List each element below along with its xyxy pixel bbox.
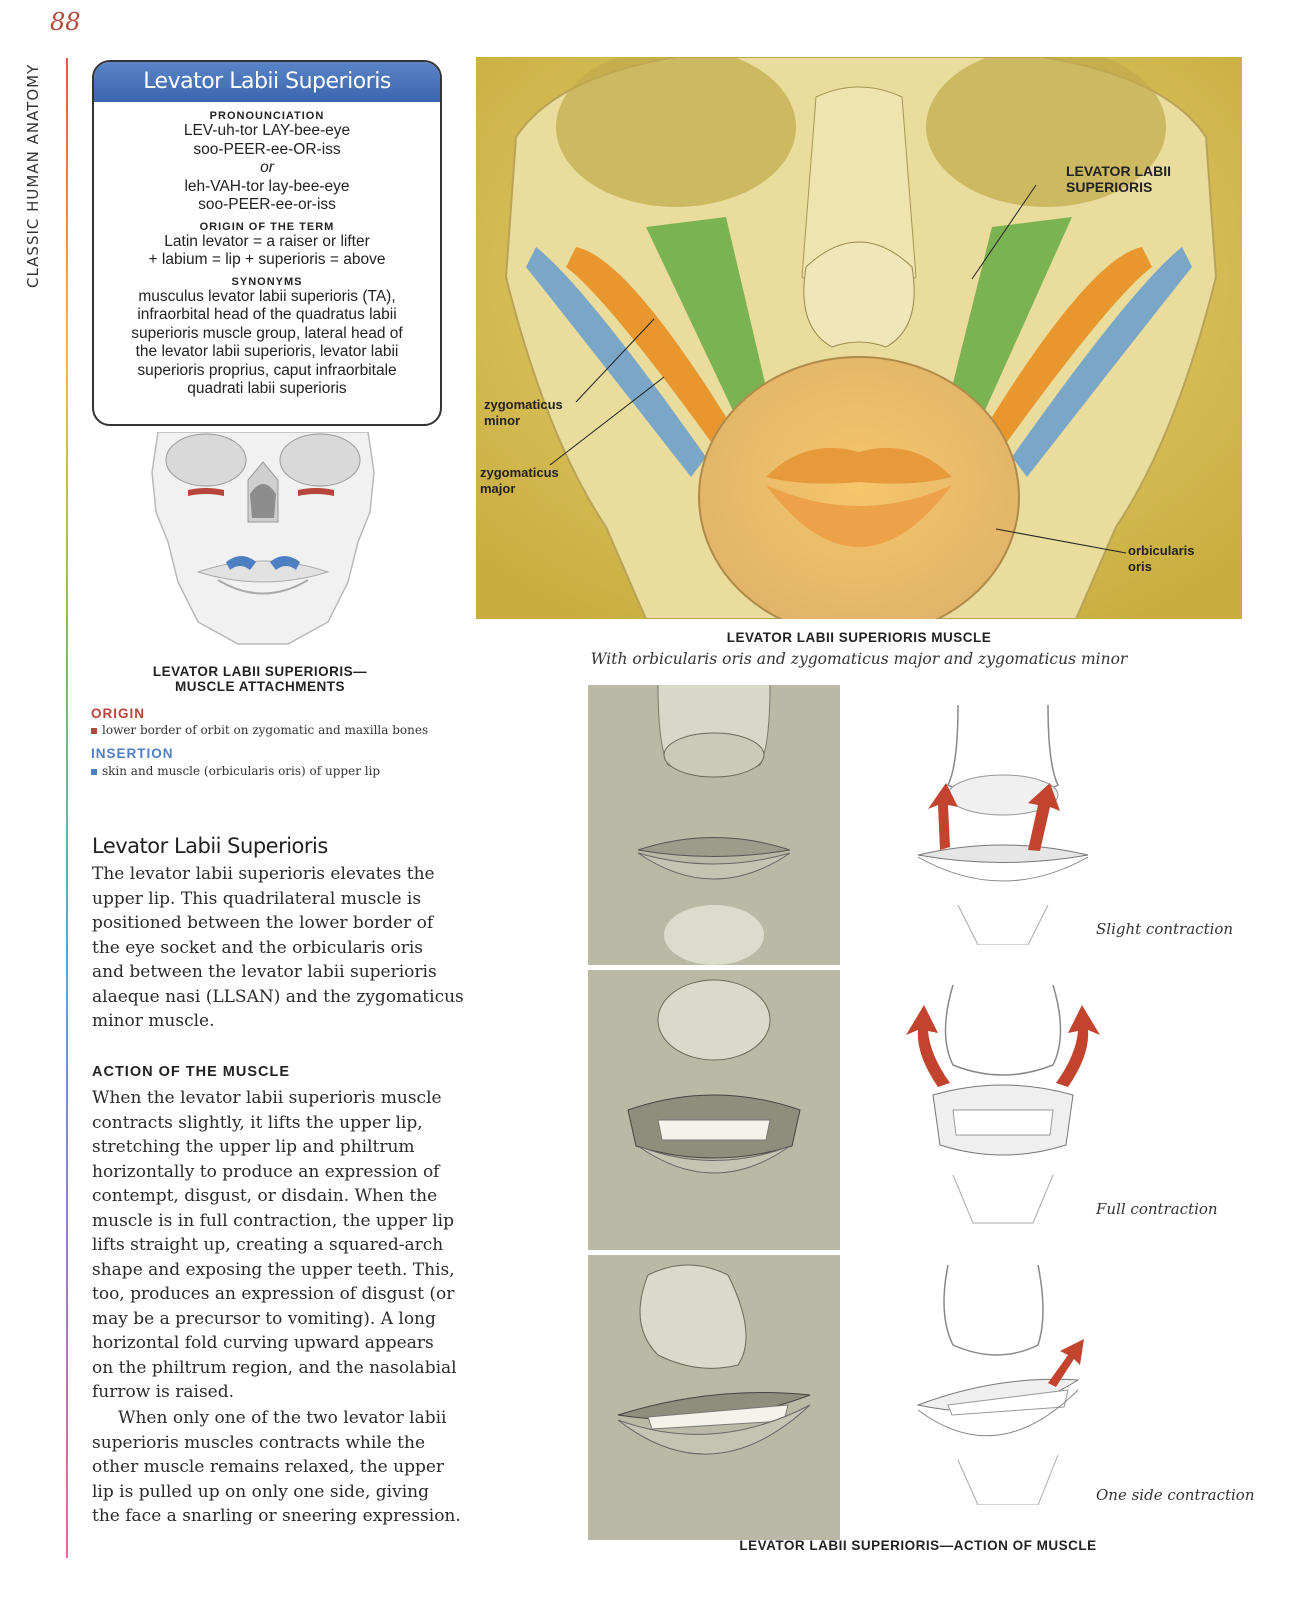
panel-one-side-sketch [908, 1255, 1108, 1505]
article-intro: The levator labii superioris elevates the upper lip. This quadrilateral muscle is positioned between the lower border of the eye socket and the orbicularis oris and between the levator labii superioris alaeque nasi (LLSAN) and the zygomaticus minor muscle. [92, 864, 464, 1031]
info-box [92, 60, 442, 426]
insertion-color-swatch [91, 769, 97, 775]
label-levator-labii-superioris: LEVATOR LABII SUPERIORIS [1066, 163, 1171, 195]
action-paragraph: When the levator labii superioris muscle contracts slightly, it lifts the upper lip, stretching the upper lip and philtrum horizontally to produce an expression of contempt, disgust, or disdain. When the muscle is in full contraction, the upper lip lifts straight up, creating a squared-arch shape and exposing the upper teeth. This, too, produces an expression of disgust (or may be a precursor to vomiting). A long horizontal fold curving upward appears on the philtrum region, and the nasolabial furrow is raised. [92, 1088, 457, 1402]
insertion-text: skin and muscle (orbicularis oris) of upper lip [91, 764, 471, 778]
attachments-caption: LEVATOR LABII SUPERIORIS— MUSCLE ATTACHMENTS [152, 664, 368, 694]
label-orbicularis-oris: orbicularis oris [1128, 543, 1195, 574]
synonyms-label: SYNONYMS [231, 275, 303, 288]
caption-slight-contraction: Slight contraction [1096, 920, 1234, 938]
origin-text: lower border of orbit on zygomatic and maxilla bones [91, 723, 471, 737]
panel-one-side-shaded [588, 1255, 840, 1540]
pronunciation-line: LEV-uh-tor LAY-bee-eye [183, 122, 351, 139]
info-box-body [94, 110, 440, 399]
pronunciation-or: or [260, 159, 274, 176]
origin-term-line: Latin levator = a raiser or lifter [164, 232, 370, 250]
face-muscle-illustration [476, 57, 1242, 619]
panel-slight-sketch [898, 695, 1108, 945]
pronunciation-line: soo-PEER-ee-or-iss [198, 196, 336, 213]
page-number: 88 [50, 8, 81, 36]
running-head: CLASSIC HUMAN ANATOMY [24, 63, 42, 288]
info-box-title: Levator Labii Superioris [94, 62, 440, 102]
panel-slight-shaded [588, 685, 840, 965]
synonyms-line: superioris muscle group, lateral head of [131, 324, 403, 342]
synonyms-line: quadrati labii superioris [187, 380, 347, 397]
arrow-left-icon [906, 1005, 950, 1087]
arrow-right-icon [1056, 1005, 1100, 1087]
synonyms-line: superioris proprius, caput infraorbitale [137, 361, 397, 379]
insertion-label: INSERTION [91, 746, 174, 761]
pronunciation-label: PRONOUNCIATION [209, 110, 325, 122]
pronunciation-line: leh-VAH-tor lay-bee-eye [184, 177, 350, 195]
synonyms-line: infraorbital head of the quadratus labii [137, 306, 397, 323]
article-heading: Levator Labii Superioris [92, 834, 328, 858]
main-figure-subcaption: With orbicularis oris and zygomaticus major and zygomaticus minor [590, 650, 1128, 668]
action-heading: ACTION OF THE MUSCLE [92, 1064, 291, 1080]
color-rule [66, 58, 68, 1558]
action-figure-caption: LEVATOR LABII SUPERIORIS—ACTION OF MUSCLE [739, 1538, 1097, 1553]
origin-term-label: ORIGIN OF THE TERM [199, 220, 335, 233]
origin-color-swatch [91, 728, 97, 734]
main-anatomy-figure [476, 57, 1242, 619]
synonyms-line: the levator labii superioris, levator labii [135, 343, 399, 360]
caption-one-side-contraction: One side contraction [1096, 1486, 1255, 1504]
caption-full-contraction: Full contraction [1096, 1200, 1218, 1218]
pronunciation-line: soo-PEER-ee-OR-iss [193, 140, 341, 158]
panel-full-sketch [898, 975, 1108, 1225]
main-figure-caption: LEVATOR LABII SUPERIORIS MUSCLE [726, 630, 992, 645]
skull-attachments-illustration [138, 432, 388, 650]
panel-full-shaded [588, 970, 840, 1250]
synonyms-line: musculus levator labii superioris (TA), [138, 287, 396, 305]
label-zygomaticus-minor: zygomaticus minor [484, 397, 563, 428]
second-paragraph: When only one of the two levator labii superioris muscles contracts while the other muscle remains relaxed, the upper lip is pulled up on only one side, giving the face a snarling or sneering expression. [92, 1408, 461, 1526]
label-zygomaticus-major: zygomaticus major [480, 465, 559, 496]
origin-label: ORIGIN [91, 706, 146, 721]
origin-term-line: + labium = lip + superioris = above [148, 251, 386, 268]
